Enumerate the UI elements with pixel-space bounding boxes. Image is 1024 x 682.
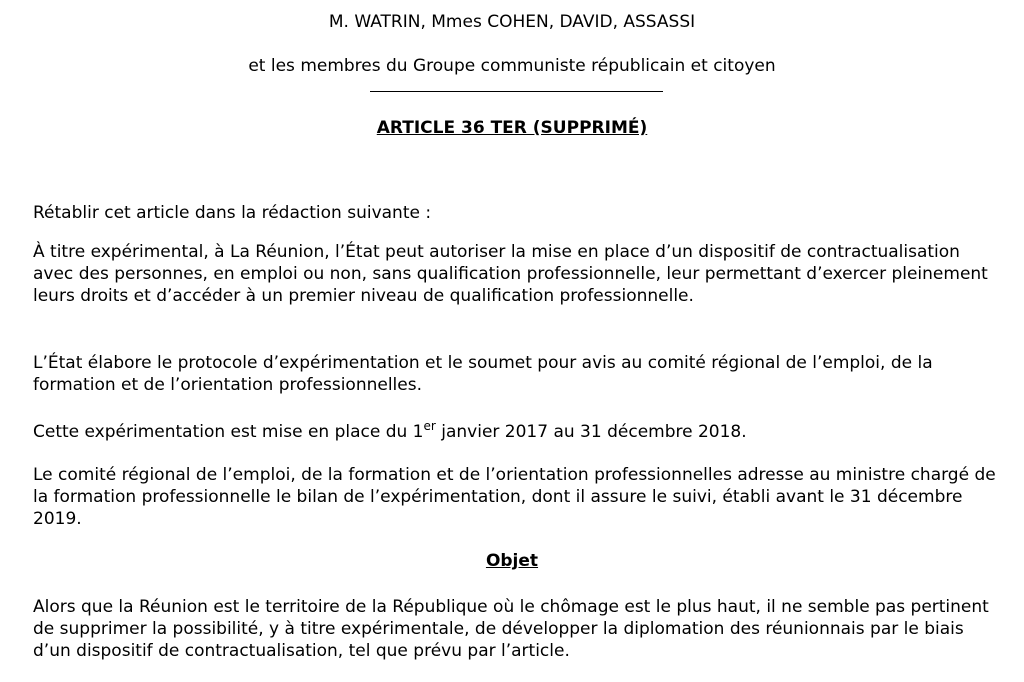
- paragraph-3-end: janvier 2017 au 31 décembre 2018.: [435, 422, 747, 442]
- intro-paragraph: Rétablir cet article dans la rédaction suivante :: [33, 203, 432, 223]
- paragraph-1: À titre expérimental, à La Réunion, l’État peut autoriser la mise en place d’un dispositif de contractualisation avec des personnes, en emploi ou non, sans qualification professionnelle, leur permettant d’exercer pleinement leurs droits et d’accéder à un premier niveau de qualification professionnelle.: [33, 242, 988, 306]
- separator-rule: [370, 91, 663, 92]
- authors-line: M. WATRIN, Mmes COHEN, DAVID, ASSASSI: [328, 12, 696, 32]
- paragraph-4: Le comité régional de l’emploi, de la formation et de l’orientation professionnelles adresse au ministre chargé de la formation professionnelle le bilan de l’expérimentation, dont il assure le suivi, établi avant le 31 décembre 2019.: [33, 465, 996, 529]
- ordinal-superscript: er: [423, 419, 436, 433]
- objet-paragraph: Alors que la Réunion est le territoire de la République où le chômage est le plus haut, il ne semble pas pertinent de supprimer la possibilité, y à titre expérimentale, de développer la diplomation des réunionnais par le biais d’un dispositif de contractualisation, tel que prévu par l’article.: [33, 597, 989, 661]
- paragraph-3: [33, 421, 999, 443]
- paragraph-2: L’État élabore le protocole d’expérimentation et le soumet pour avis au comité régional de l’emploi, de la formation et de l’orientation professionnelles.: [33, 353, 933, 395]
- group-line: et les membres du Groupe communiste républicain et citoyen: [248, 56, 776, 76]
- objet-heading: Objet: [485, 551, 539, 571]
- paragraph-3-start: Cette expérimentation est mise en place du 1: [33, 422, 424, 442]
- article-heading: ARTICLE 36 TER (SUPPRIMÉ): [376, 118, 648, 138]
